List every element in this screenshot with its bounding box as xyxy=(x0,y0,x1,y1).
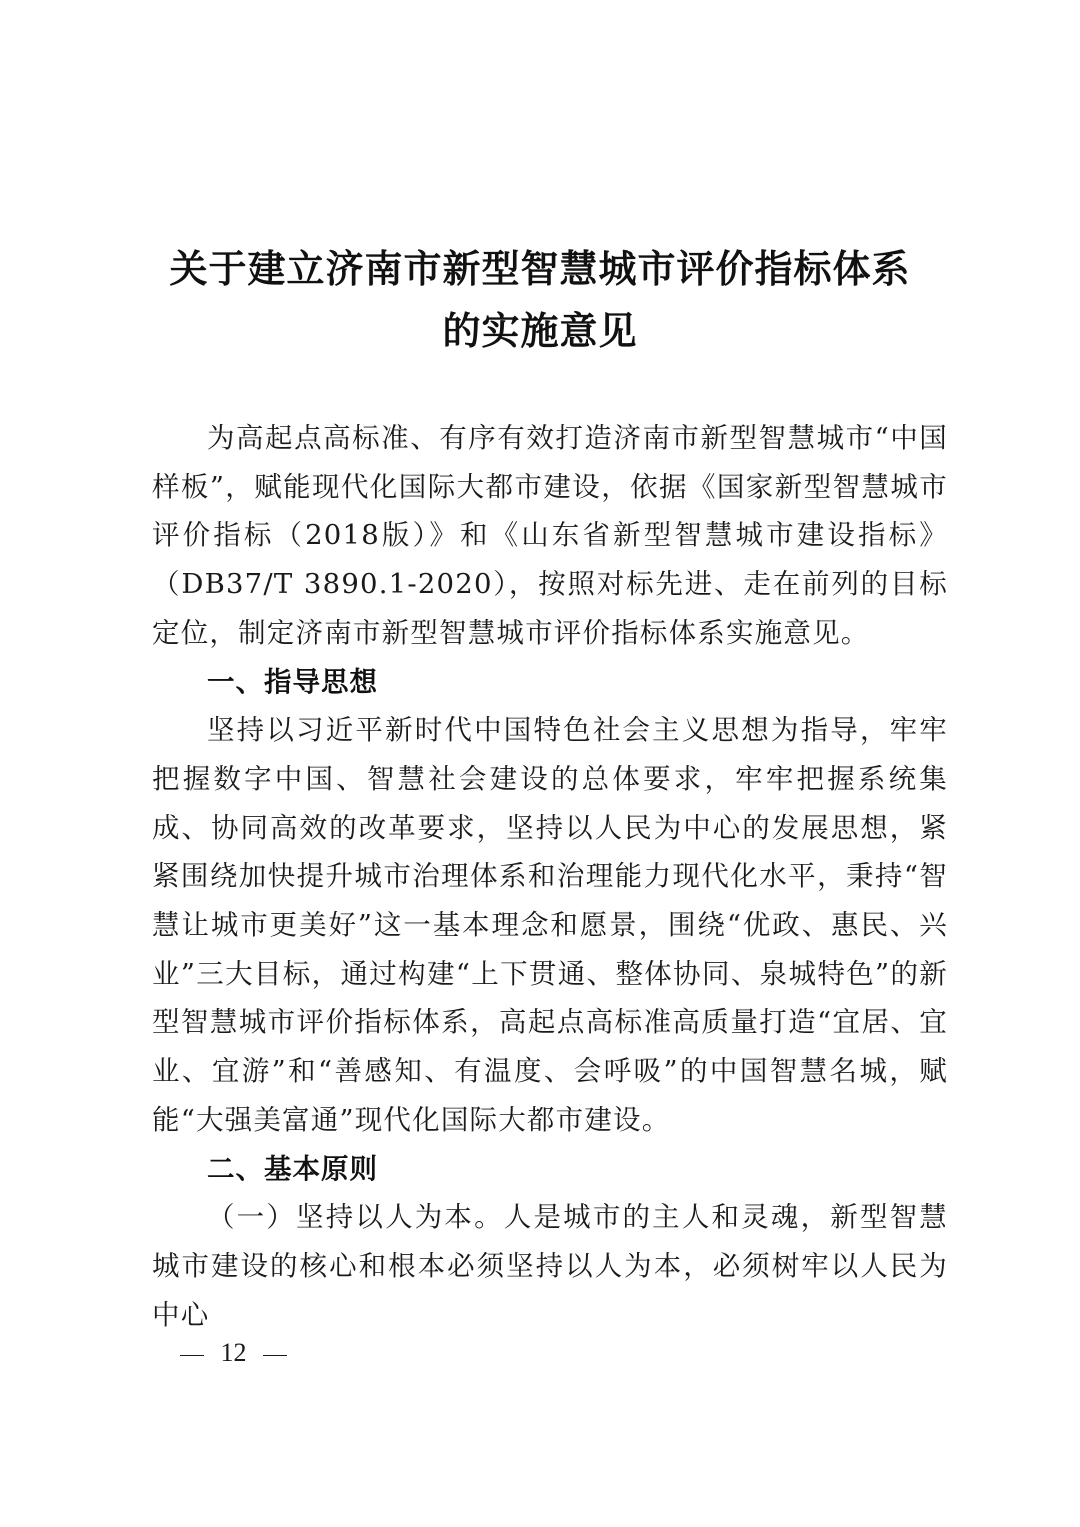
page-number: 12 xyxy=(220,1338,247,1367)
right-dash-icon xyxy=(263,1355,287,1356)
title-line-2: 的实施意见 xyxy=(442,308,638,353)
left-dash-icon xyxy=(180,1355,204,1356)
document-body xyxy=(152,414,948,1339)
page-number-footer xyxy=(170,1338,297,1368)
section-2-heading: 二、基本原则 xyxy=(207,1152,378,1185)
section-2-item-1-paragraph: （一）坚持以人为本。人是城市的主人和灵魂，新型智慧城市建设的核心和根本必须坚持以人为本，必须树牢以人民为中心 xyxy=(152,1201,948,1331)
section-1-paragraph: 坚持以习近平新时代中国特色社会主义思想为指导，牢牢把握数字中国、智慧社会建设的总体要求，牢牢把握系统集成、协同高效的改革要求，坚持以人民为中心的发展思想，紧紧围绕加快提升城市治理体系和治理能力现代化水平，秉持“智慧让城市更美好”这一基本理念和愿景，围绕“优政、惠民、兴业”三大目标，通过构建“上下贯通、整体协同、泉城特色”的新型智慧城市评价指标体系，高起点高标准高质量打造“宜居、宜业、宜游”和“善感知、有温度、会呼吸”的中国智慧名城，赋能“大强美富通”现代化国际大都市建设。 xyxy=(152,714,948,1136)
section-1-heading: 一、指导思想 xyxy=(207,665,378,698)
document-title xyxy=(120,238,960,362)
title-line-1: 关于建立济南市新型智慧城市评价指标体系 xyxy=(169,246,911,291)
intro-paragraph: 为高起点高标准、有序有效打造济南市新型智慧城市“中国样板”，赋能现代化国际大都市建设，依据《国家新型智慧城市评价指标（2018版）》和《山东省新型智慧城市建设指标》（DB37/T 3890.1-2020），按照对标先进、走在前列的目标定位，制定济南市新型智慧城市评价指标体系实施意见。 xyxy=(152,422,948,649)
